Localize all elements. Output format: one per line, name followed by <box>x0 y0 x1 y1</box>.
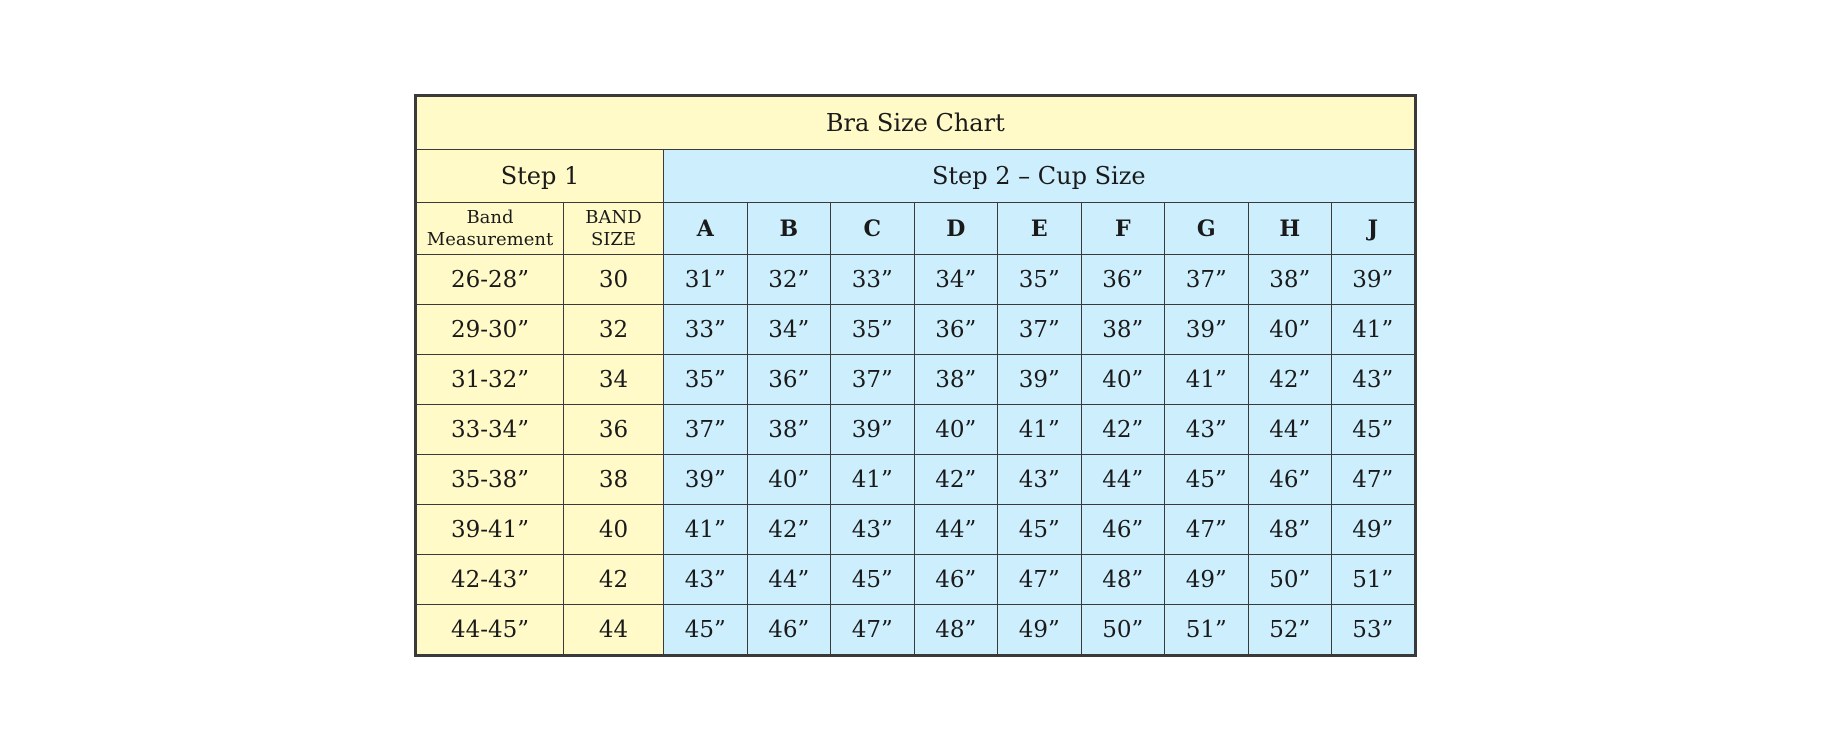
cup-size-cell: 50” <box>1081 605 1165 656</box>
cup-size-cell: 46” <box>1248 455 1332 505</box>
cup-size-cell: 44” <box>914 505 998 555</box>
cup-size-cell: 35” <box>998 255 1082 305</box>
cup-header-j: J <box>1332 203 1416 255</box>
cup-size-cell: 44” <box>1248 405 1332 455</box>
cup-size-cell: 44” <box>1081 455 1165 505</box>
cup-size-cell: 45” <box>664 605 748 656</box>
table-row <box>416 355 1416 405</box>
cup-size-cell: 39” <box>1332 255 1416 305</box>
cup-header-h: H <box>1248 203 1332 255</box>
cup-header-g: G <box>1165 203 1249 255</box>
cup-header-b: B <box>747 203 831 255</box>
bra-size-chart-table <box>414 94 1417 657</box>
cup-size-cell: 38” <box>914 355 998 405</box>
cup-size-cell: 36” <box>747 355 831 405</box>
cup-size-cell: 48” <box>1248 505 1332 555</box>
table-row <box>416 505 1416 555</box>
cup-size-cell: 48” <box>1081 555 1165 605</box>
cup-size-cell: 42” <box>1081 405 1165 455</box>
cup-size-cell: 41” <box>1332 305 1416 355</box>
cup-size-cell: 51” <box>1165 605 1249 656</box>
cup-size-cell: 37” <box>998 305 1082 355</box>
table-row <box>416 305 1416 355</box>
step-row <box>416 150 1416 203</box>
band-size-cell: 34 <box>564 355 664 405</box>
band-measurement-header-line1: Band <box>466 206 514 228</box>
cup-size-cell: 49” <box>1332 505 1416 555</box>
band-size-header-line1: BAND <box>585 206 642 228</box>
band-measurement-cell: 26-28” <box>416 255 564 305</box>
cup-size-cell: 33” <box>831 255 915 305</box>
cup-size-cell: 50” <box>1248 555 1332 605</box>
band-measurement-cell: 33-34” <box>416 405 564 455</box>
cup-size-cell: 43” <box>1332 355 1416 405</box>
band-size-cell: 44 <box>564 605 664 656</box>
cup-size-cell: 45” <box>1332 405 1416 455</box>
band-size-header <box>564 203 664 255</box>
table-row <box>416 555 1416 605</box>
cup-size-cell: 34” <box>747 305 831 355</box>
band-measurement-cell: 39-41” <box>416 505 564 555</box>
cup-size-cell: 45” <box>1165 455 1249 505</box>
cup-size-cell: 38” <box>1248 255 1332 305</box>
cup-header-d: D <box>914 203 998 255</box>
cup-size-cell: 38” <box>1081 305 1165 355</box>
cup-size-cell: 31” <box>664 255 748 305</box>
cup-size-cell: 36” <box>914 305 998 355</box>
band-size-cell: 36 <box>564 405 664 455</box>
cup-size-cell: 40” <box>747 455 831 505</box>
cup-size-cell: 34” <box>914 255 998 305</box>
cup-size-cell: 53” <box>1332 605 1416 656</box>
cup-size-cell: 42” <box>1248 355 1332 405</box>
cup-header-f: F <box>1081 203 1165 255</box>
cup-size-cell: 39” <box>831 405 915 455</box>
cup-size-cell: 46” <box>914 555 998 605</box>
cup-size-cell: 39” <box>664 455 748 505</box>
band-size-cell: 38 <box>564 455 664 505</box>
band-size-cell: 42 <box>564 555 664 605</box>
band-measurement-cell: 29-30” <box>416 305 564 355</box>
band-measurement-header-line2: Measurement <box>426 228 554 250</box>
band-measurement-cell: 35-38” <box>416 455 564 505</box>
cup-size-cell: 33” <box>664 305 748 355</box>
cup-size-cell: 37” <box>1165 255 1249 305</box>
table-row <box>416 255 1416 305</box>
band-size-header-line2: SIZE <box>590 228 637 250</box>
band-measurement-cell: 42-43” <box>416 555 564 605</box>
cup-size-cell: 35” <box>664 355 748 405</box>
band-size-cell: 32 <box>564 305 664 355</box>
step1-header: Step 1 <box>416 150 664 203</box>
cup-size-cell: 47” <box>998 555 1082 605</box>
cup-size-cell: 32” <box>747 255 831 305</box>
cup-size-cell: 45” <box>998 505 1082 555</box>
cup-size-cell: 44” <box>747 555 831 605</box>
cup-size-cell: 42” <box>914 455 998 505</box>
cup-size-cell: 39” <box>1165 305 1249 355</box>
cup-size-cell: 40” <box>1081 355 1165 405</box>
cup-size-cell: 41” <box>998 405 1082 455</box>
cup-size-cell: 38” <box>747 405 831 455</box>
band-measurement-cell: 31-32” <box>416 355 564 405</box>
cup-header-e: E <box>998 203 1082 255</box>
cup-size-cell: 40” <box>914 405 998 455</box>
chart-title: Bra Size Chart <box>416 96 1416 150</box>
band-measurement-cell: 44-45” <box>416 605 564 656</box>
cup-size-cell: 41” <box>831 455 915 505</box>
cup-size-cell: 51” <box>1332 555 1416 605</box>
cup-size-cell: 43” <box>664 555 748 605</box>
cup-size-cell: 37” <box>831 355 915 405</box>
cup-size-cell: 52” <box>1248 605 1332 656</box>
title-row <box>416 96 1416 150</box>
band-size-cell: 40 <box>564 505 664 555</box>
table-row <box>416 405 1416 455</box>
cup-header-c: C <box>831 203 915 255</box>
cup-size-cell: 36” <box>1081 255 1165 305</box>
band-size-cell: 30 <box>564 255 664 305</box>
cup-size-cell: 46” <box>747 605 831 656</box>
cup-size-cell: 46” <box>1081 505 1165 555</box>
cup-size-cell: 49” <box>998 605 1082 656</box>
cup-size-cell: 47” <box>1332 455 1416 505</box>
cup-size-cell: 42” <box>747 505 831 555</box>
cup-size-cell: 43” <box>998 455 1082 505</box>
cup-size-cell: 48” <box>914 605 998 656</box>
column-header-row <box>416 203 1416 255</box>
cup-size-cell: 41” <box>664 505 748 555</box>
cup-size-cell: 43” <box>1165 405 1249 455</box>
step2-header: Step 2 – Cup Size <box>664 150 1416 203</box>
cup-size-cell: 41” <box>1165 355 1249 405</box>
cup-size-cell: 39” <box>998 355 1082 405</box>
cup-size-cell: 35” <box>831 305 915 355</box>
cup-size-cell: 43” <box>831 505 915 555</box>
cup-size-cell: 40” <box>1248 305 1332 355</box>
table-row <box>416 605 1416 656</box>
cup-size-cell: 47” <box>1165 505 1249 555</box>
table-row <box>416 455 1416 505</box>
cup-size-cell: 37” <box>664 405 748 455</box>
cup-size-cell: 47” <box>831 605 915 656</box>
cup-size-cell: 49” <box>1165 555 1249 605</box>
band-measurement-header <box>416 203 564 255</box>
cup-size-cell: 45” <box>831 555 915 605</box>
cup-header-a: A <box>664 203 748 255</box>
